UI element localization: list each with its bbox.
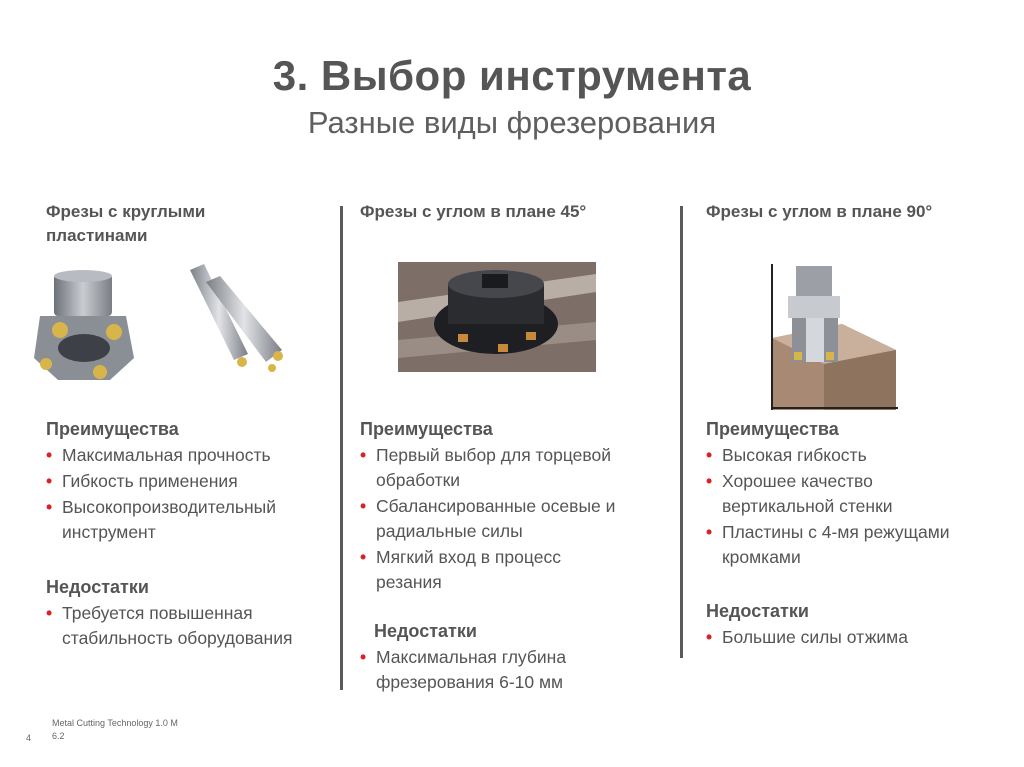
disadvantages-list [360, 645, 670, 695]
square-shoulder-mill-90-image [770, 264, 898, 410]
bullet-icon: • [360, 647, 367, 667]
footer-line1: Metal Cutting Technology 1.0 M [52, 718, 178, 728]
list-item: • Хорошее качество вертикальной стенки [706, 471, 893, 516]
list-item: • Сбалансированные осевые и радиальные силы [360, 496, 616, 541]
list-item: • Высокая гибкость [706, 443, 1006, 468]
column-heading [706, 200, 1006, 224]
list-item: • Большие силы отжима [706, 625, 1006, 650]
bullet-icon: • [46, 497, 53, 517]
bullet-icon: • [706, 471, 713, 491]
slide-title: 3. Выбор инструмента [272, 52, 752, 99]
advantages-heading: Преимущества [360, 419, 493, 439]
column-heading-line2: пластинами [46, 226, 148, 245]
column-heading [46, 200, 326, 248]
round-insert-cutter-image [30, 268, 138, 386]
round-insert-endmill-image [186, 262, 290, 384]
disadvantages-list [706, 625, 1006, 650]
column-round-inserts [46, 200, 326, 248]
list-item: • Максимальная прочность [46, 443, 336, 468]
advantages-heading: Преимущества [46, 419, 179, 439]
page-number: 4 [26, 733, 32, 743]
footer-line2: 6.2 [52, 731, 65, 741]
footer-source [52, 717, 178, 743]
bullet-icon: • [706, 627, 713, 647]
column-heading [360, 200, 670, 224]
list-item: • Первый выбор для торцевой обработки [360, 445, 611, 490]
list-item: • Мягкий вход в процесс резания [360, 547, 561, 592]
list-item: • Пластины с 4-мя режущами кромками [706, 522, 950, 567]
column-divider-1 [340, 206, 343, 690]
bullet-icon: • [46, 603, 53, 623]
advantages-list [360, 443, 670, 595]
column-divider-2 [680, 206, 683, 658]
column-heading-line1: Фрезы с углом в плане 45° [360, 202, 587, 221]
list-item: • Гибкость применения [46, 469, 336, 494]
bullet-icon: • [46, 471, 53, 491]
slide-subtitle: Разные виды фрезерования [307, 105, 717, 140]
bullet-icon: • [360, 547, 367, 567]
disadvantages-heading: Недостатки [46, 577, 149, 597]
advantages-list [46, 443, 336, 545]
list-item: • Требуется повышенная стабильность оборудования [46, 603, 293, 648]
bullet-icon: • [706, 522, 713, 542]
face-mill-45-image [398, 262, 596, 372]
disadvantages-list [46, 601, 336, 651]
bullet-icon: • [360, 496, 367, 516]
disadvantages-heading: Недостатки [374, 621, 477, 641]
column-45-degree [360, 200, 670, 224]
bullet-icon: • [46, 445, 53, 465]
column-heading-line1: Фрезы с круглыми [46, 202, 206, 221]
advantages-heading: Преимущества [706, 419, 839, 439]
column-90-degree [706, 200, 1006, 224]
column-heading-line1: Фрезы с углом в плане 90° [706, 202, 933, 221]
list-item: • Высокопроизводительный инструмент [46, 497, 277, 542]
bullet-icon: • [360, 445, 367, 465]
advantages-list [706, 443, 1006, 570]
bullet-icon: • [706, 445, 713, 465]
list-item: • Максимальная глубина фрезерования 6-10 мм [360, 647, 567, 692]
disadvantages-heading: Недостатки [706, 601, 809, 621]
